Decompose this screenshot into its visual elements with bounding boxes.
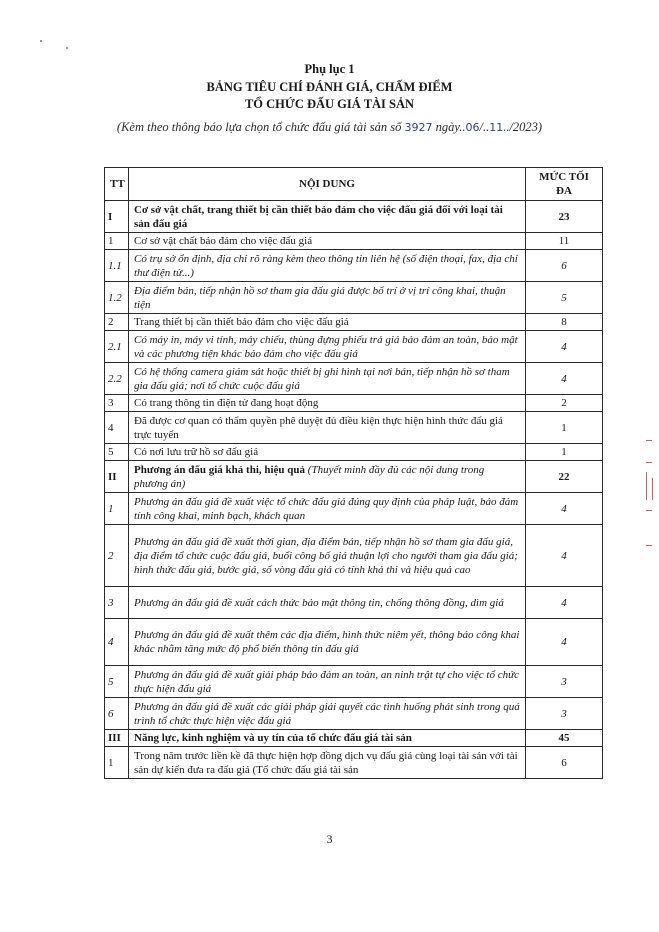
row-content-text: Đã được cơ quan có thẩm quyền phê duyệt đủ điều kiện thực hiện hình thức đấu giá trực tuyến <box>134 414 503 441</box>
table-row <box>105 444 603 461</box>
document-title-line2: TỔ CHỨC ĐẤU GIÁ TÀI SẢN <box>244 97 415 111</box>
handwritten-number: 3927 <box>404 121 433 134</box>
appendix-label: Phụ lục 1 <box>304 62 355 76</box>
row-content-text: Có trụ sở ổn định, địa chỉ rõ ràng kèm theo thông tin liên hệ (số điện thoại, fax, địa chỉ thư điện tử...) <box>134 252 518 279</box>
row-number: 1.1 <box>105 250 129 282</box>
row-max-score: 5 <box>526 282 603 314</box>
row-number: 2 <box>105 314 129 331</box>
row-content-text: Phương án đấu giá đề xuất các giải pháp giải quyết các tình huống phát sinh trong quá trình tổ chức thực hiện việc đấu giá <box>134 700 520 727</box>
row-content-text: Phương án đấu giá đề xuất thêm các địa điểm, hình thức niêm yết, thông báo công khai khác nhằm tăng mức độ phổ biến thông tin đấu giá <box>134 629 520 655</box>
table-row <box>105 666 603 698</box>
row-content-text: Có máy in, máy vi tính, máy chiếu, thùng đựng phiếu trả giá bảo đảm an toàn, bảo mật và các phương tiện khác bảo đảm cho việc đấu giá <box>134 333 518 360</box>
row-number: III <box>105 730 129 747</box>
row-content-note: (Thuyết minh đầy đủ các nội dung trong phương án) <box>134 463 485 490</box>
row-number: 1.2 <box>105 282 129 314</box>
margin-mark <box>646 440 652 441</box>
row-content-text: Trong năm trước liền kề đã thực hiện hợp đồng dịch vụ đấu giá cùng loại tài sản với tài sản dự kiến đưa ra đấu giá (Tổ chức đấu giá tài sản <box>134 749 518 776</box>
row-number: 1 <box>105 233 129 250</box>
row-max-score: 2 <box>526 395 603 412</box>
row-max-score: 3 <box>526 666 603 698</box>
row-content-text: Năng lực, kinh nghiệm và uy tín của tổ chức đấu giá tài sản <box>134 732 412 744</box>
column-header-tt: TT <box>105 168 129 201</box>
table-row <box>105 250 603 282</box>
row-content <box>129 233 526 250</box>
table-row <box>105 314 603 331</box>
table-row <box>105 730 603 747</box>
row-content <box>129 698 526 730</box>
table-row <box>105 493 603 525</box>
row-content-text: Địa điểm bán, tiếp nhận hồ sơ tham gia đấu giá được bố trí ở vị trí công khai, thuận tiện <box>134 284 506 311</box>
table-row <box>105 412 603 444</box>
row-max-score: 4 <box>526 525 603 587</box>
row-content <box>129 412 526 444</box>
table-row <box>105 698 603 730</box>
row-max-score: 4 <box>526 619 603 666</box>
row-content <box>129 331 526 363</box>
row-content <box>129 282 526 314</box>
row-max-score: 6 <box>526 747 603 779</box>
subtitle-text: ../2023) <box>503 120 543 134</box>
row-max-score: 4 <box>526 363 603 395</box>
row-max-score: 1 <box>526 444 603 461</box>
row-content <box>129 363 526 395</box>
row-content <box>129 250 526 282</box>
row-number: 2.1 <box>105 331 129 363</box>
column-header-max: MỨC TỐI ĐA <box>526 168 603 201</box>
margin-mark <box>652 478 653 500</box>
row-content <box>129 493 526 525</box>
row-max-score: 8 <box>526 314 603 331</box>
row-content <box>129 461 526 493</box>
row-number: II <box>105 461 129 493</box>
row-content-text: Phương án đấu giá khả thi, hiệu quả <box>134 463 306 476</box>
document-title-line1: BẢNG TIÊU CHÍ ĐÁNH GIÁ, CHẤM ĐIỂM <box>206 80 453 94</box>
row-max-score: 11 <box>526 233 603 250</box>
row-max-score: 4 <box>526 587 603 619</box>
table-row <box>105 619 603 666</box>
table-row <box>105 747 603 779</box>
row-content <box>129 314 526 331</box>
row-number: 5 <box>105 666 129 698</box>
table-row <box>105 587 603 619</box>
row-content <box>129 525 526 587</box>
column-header-content: NỘI DUNG <box>129 168 526 201</box>
table-row <box>105 461 603 493</box>
row-number: 5 <box>105 444 129 461</box>
table-row <box>105 233 603 250</box>
row-max-score: 4 <box>526 331 603 363</box>
margin-mark <box>646 510 652 511</box>
scan-speck <box>66 47 68 49</box>
row-number: 2.2 <box>105 363 129 395</box>
row-number: 4 <box>105 412 129 444</box>
row-max-score: 23 <box>526 201 603 233</box>
row-content-text: Có trang thông tin điện tử đang hoạt động <box>134 397 319 409</box>
row-content-text: Cơ sở vật chất, trang thiết bị cần thiết bảo đảm cho việc đấu giá đối với loại tài sản đấu giá <box>134 203 503 230</box>
row-content <box>129 395 526 412</box>
row-content-text: Có nơi lưu trữ hồ sơ đấu giá <box>134 446 259 458</box>
margin-mark <box>646 462 652 463</box>
row-content <box>129 201 526 233</box>
row-number: 2 <box>105 525 129 587</box>
table-row <box>105 201 603 233</box>
row-number: 6 <box>105 698 129 730</box>
row-content <box>129 587 526 619</box>
row-number: 3 <box>105 587 129 619</box>
subtitle-text: (Kèm theo thông báo lựa chọn tổ chức đấu giá tài sản số <box>116 120 405 134</box>
margin-mark <box>646 472 647 500</box>
row-max-score: 45 <box>526 730 603 747</box>
row-number: 3 <box>105 395 129 412</box>
table-row <box>105 282 603 314</box>
table-header-row <box>105 168 603 201</box>
handwritten-day: 06 <box>465 121 480 134</box>
row-number: I <box>105 201 129 233</box>
row-content <box>129 666 526 698</box>
row-content-text: Trang thiết bị cần thiết bảo đảm cho việc đấu giá <box>134 316 349 328</box>
document-subtitle <box>0 120 659 135</box>
row-content <box>129 730 526 747</box>
subtitle-text: /.. <box>479 120 490 134</box>
subtitle-text: ngày.. <box>432 120 466 134</box>
table-row <box>105 363 603 395</box>
page-number: 3 <box>326 832 333 846</box>
row-content-text: Phương án đấu giá đề xuất cách thức bảo mật thông tin, chống thông đồng, dìm giá <box>134 596 504 609</box>
margin-mark <box>646 545 652 546</box>
row-number: 4 <box>105 619 129 666</box>
handwritten-month: 11 <box>489 121 504 134</box>
scan-speck <box>40 40 42 42</box>
table-row <box>105 395 603 412</box>
row-content <box>129 619 526 666</box>
row-content <box>129 444 526 461</box>
row-max-score: 6 <box>526 250 603 282</box>
row-content <box>129 747 526 779</box>
row-max-score: 22 <box>526 461 603 493</box>
row-max-score: 3 <box>526 698 603 730</box>
table-row <box>105 525 603 587</box>
table-row <box>105 331 603 363</box>
row-content-text: Có hệ thống camera giám sát hoặc thiết bị ghi hình tại nơi bán, tiếp nhận hồ sơ tham gia đấu giá; nơi tổ chức cuộc đấu giá <box>134 365 510 392</box>
row-number: 1 <box>105 747 129 779</box>
criteria-table <box>104 167 603 779</box>
row-number: 1 <box>105 493 129 525</box>
row-max-score: 4 <box>526 493 603 525</box>
row-content-text: Phương án đấu giá đề xuất thời gian, địa điểm bán, tiếp nhận hồ sơ tham gia đấu giá, địa điểm tổ chức cuộc đấu giá, buổi công bố giá thuận lợi cho người tham gia đấu giá; hình thức đấu giá, bước giá, số vòng đấu giá có tính khả thi và hiệu quả cao <box>134 535 518 576</box>
row-max-score: 1 <box>526 412 603 444</box>
row-content-text: Phương án đấu giá đề xuất việc tổ chức đấu giá đúng quy định của pháp luật, bảo đảm tính công khai, minh bạch, khách quan <box>134 495 519 522</box>
row-content-text: Phương án đấu giá đề xuất giải pháp bảo đảm an toàn, an ninh trật tự cho việc tổ chức thực hiện đấu giá <box>134 668 519 695</box>
row-content-text: Cơ sở vật chất bảo đảm cho việc đấu giá <box>134 235 313 247</box>
